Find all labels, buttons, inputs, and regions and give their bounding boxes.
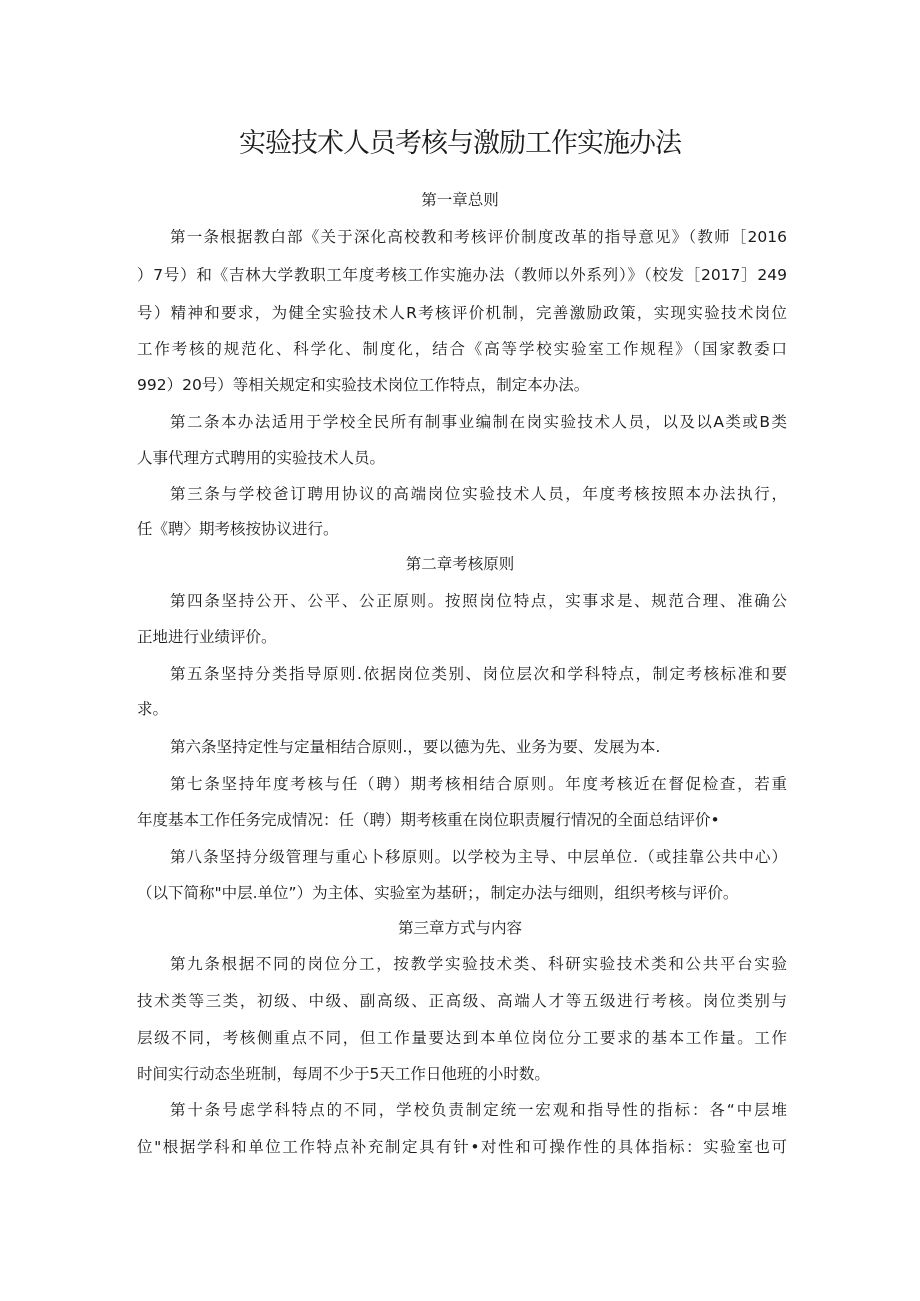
paragraph-line: 第十条号虑学科特点的不同，学校负责制定统一宏观和指导性的指标：各“中层堆 (170, 1101, 787, 1119)
paragraph-line: 时间实行动态坐班制，每周不少于5天工作日他班的小时数。 (137, 1065, 550, 1083)
paragraph-line: 人事代理方式聘用的实验技术人员。 (137, 449, 386, 467)
paragraph-line: 第五条坚持分类指导原则.依据岗位类别、岗位层次和学科特点，制定考核标准和要 (170, 665, 787, 683)
paragraph-line: （以下简称"中层.单位”）为主体、实验室为基研；，制定办法与细则，组织考核与评价。 (137, 884, 739, 902)
paragraph-line: ）7号）和《吉林大学教职工年度考核工作实施办法（教师以外系列）》（校发［2017］249 (137, 266, 787, 284)
paragraph-line: 第八条坚持分级管理与重心卜移原则。以学校为主导、中层单位.（或挂靠公共中心） (170, 848, 787, 866)
chapter-heading-3: 第三章方式与内容 (397, 919, 522, 937)
paragraph-line: 技术类等三类，初级、中级、副高级、正高级、高端人才等五级进行考核。岗位类别与 (137, 992, 787, 1010)
chapter-heading-1: 第一章总则 (421, 191, 499, 209)
paragraph-line: 位"根据学科和单位工作特点补充制定具有针•对性和可操作性的具体指标：实验室也可 (137, 1138, 787, 1156)
paragraph-line: 第一条根据教白部《关于深化高校教和考核评价制度改革的指导意见》（教师［2016 (170, 228, 787, 246)
paragraph-line: 第七条坚持年度考核与任（聘）期考核相结合原则。年度考核近在督促检查，若重 (170, 775, 787, 793)
paragraph-line: 第九条根据不同的岗位分工，按教学实验技术类、科研实验技术类和公共平台实验 (170, 955, 787, 973)
chapter-heading-2: 第二章考核原则 (405, 555, 515, 573)
paragraph-line: 正地进行业绩评价。 (137, 628, 277, 646)
paragraph-line: 任《聘〉期考核按协议进行。 (137, 520, 339, 538)
paragraph-line: 层级不同，考核侧重点不同，但工作量要达到本单位岗位分工要求的基本工作量。工作 (137, 1029, 787, 1047)
document-title: 实验技术人员考核与激励工作实施办法 (239, 128, 681, 159)
paragraph-line: 第三条与学校爸订聘用协议的高端岗位实验技术人员，年度考核按照本办法执行， (170, 485, 787, 503)
paragraph-line: 年度基本工作任务完成情况：任（聘）期考核重在岗位职责履行情况的全面总结评价• (137, 811, 720, 829)
paragraph-line: 第二条本办法适用于学校全民所有制事业编制在岗实验技术人员，以及以A类或B类 (170, 413, 787, 431)
paragraph-line: 求。 (137, 700, 169, 718)
paragraph-line: 第六条坚持定性与定量相结合原则.，要以德为先、业务为要、发展为本. (170, 738, 661, 756)
paragraph-line: 号）精神和要求，为健全实验技术人R考核评价机制，完善激励政策，实现实验技术岗位 (137, 304, 787, 322)
paragraph-line: 第四条坚持公开、公平、公正原则。按照岗位特点，实事求是、规范合理、准确公 (170, 592, 787, 610)
paragraph-line: 992）20号）等相关规定和实验技术岗位工作特点，制定本办法。 (137, 376, 590, 394)
paragraph-line: 工作考核的规范化、科学化、制度化，结合《高等学校实验室工作规程》（国家教委口 (137, 340, 787, 358)
